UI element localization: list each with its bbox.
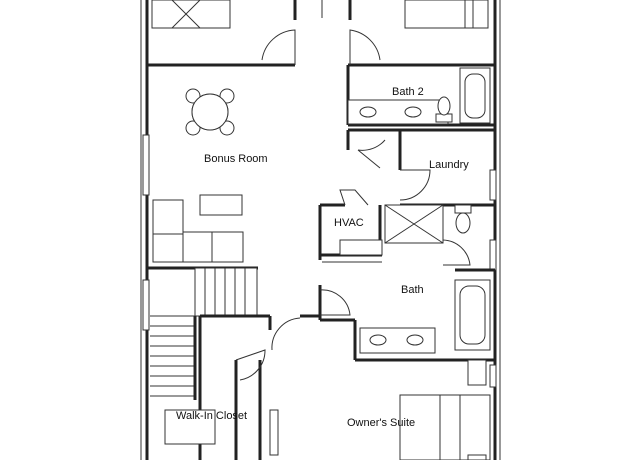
room-label-hvac: HVAC [334, 217, 364, 229]
bonus-room-furniture [153, 89, 243, 262]
laundry-walls [348, 130, 495, 205]
top-beds [152, 0, 488, 28]
bath-upper-fixtures [385, 205, 471, 265]
room-label-bonus-room: Bonus Room [204, 153, 268, 165]
owners-bed [400, 360, 490, 460]
closet-walls [165, 316, 320, 460]
room-label-owners-suite: Owner's Suite [347, 417, 416, 429]
room-label-laundry: Laundry [429, 159, 469, 171]
room-label-bath: Bath [401, 284, 424, 296]
room-label-bath2: Bath 2 [392, 86, 424, 98]
room-label-walk-in-closet: Walk-In Closet [176, 410, 248, 422]
